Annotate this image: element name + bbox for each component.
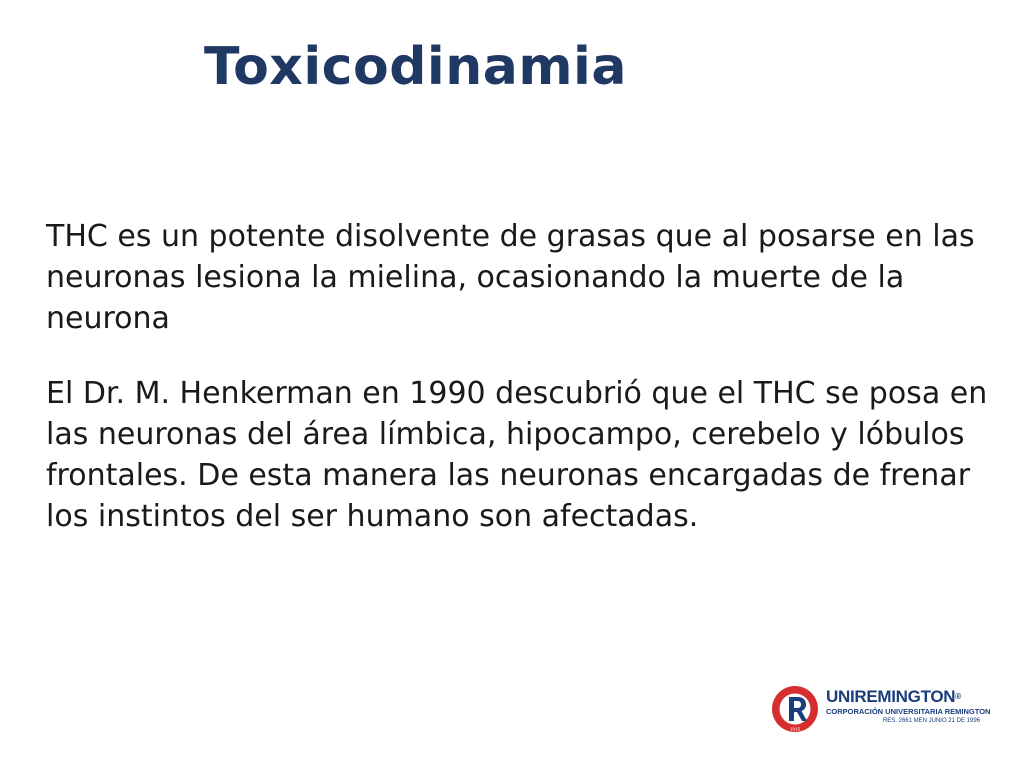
emblem-year: 1915 xyxy=(789,726,801,732)
logo-brand xyxy=(826,687,980,707)
uniremington-emblem-icon xyxy=(770,684,820,734)
logo-resolution: RES. 2661 MEN JUNIO 21 DE 1996 xyxy=(882,718,980,724)
logo-registered-mark: ® xyxy=(955,692,961,701)
slide-title: Toxicodinamia xyxy=(204,37,627,97)
paragraph-thc-effect: THC es un potente disolvente de grasas que al posarse en las neuronas lesiona la mielina, ocasionando la muerte de la neurona xyxy=(46,219,975,336)
logo-text-block xyxy=(826,687,991,726)
paragraph-henkerman-discovery: El Dr. M. Henkerman en 1990 descubrió que el THC se posa en las neuronas del área límbica, hipocampo, cerebelo y lóbulos frontales. De esta manera las neuronas encargadas de frenar los instintos del ser humano son afectadas. xyxy=(46,376,988,534)
slide-body xyxy=(46,216,1006,571)
logo-brand-name: UNIREMINGTON xyxy=(826,687,956,706)
logo-subtitle: CORPORACIÓN UNIVERSITARIA REMINGTON xyxy=(826,707,991,716)
uniremington-logo xyxy=(770,684,991,734)
